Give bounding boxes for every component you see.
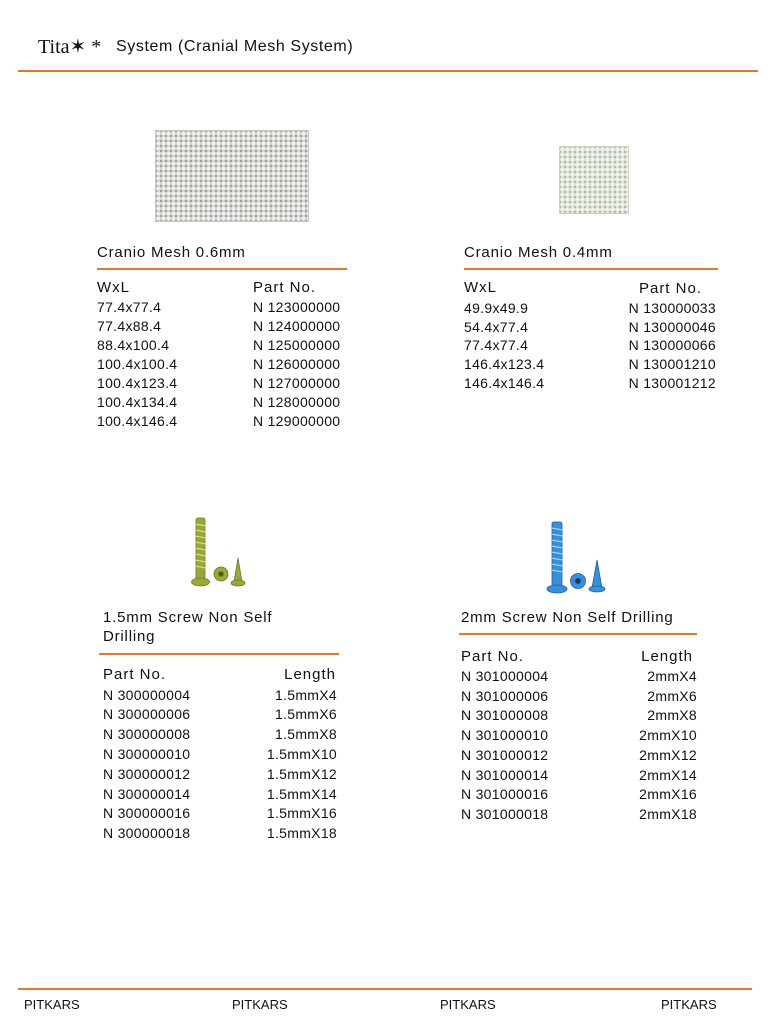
table-row: N 129000000 [253,413,341,429]
table-row: N 301000014 [461,767,549,783]
table-row: 2mmX12 [639,747,697,763]
table-row: 1.5mmX6 [274,706,337,722]
footer-label: PITKARS [440,997,496,1012]
screw-15-divider [99,653,339,655]
screw-2-divider [459,633,697,635]
table-row: N 128000000 [253,394,341,410]
screw-2-title: 2mm Screw Non Self Drilling [461,609,674,626]
mesh-06-title: Cranio Mesh 0.6mm [97,244,246,261]
screw-15-col-part: Part No. [103,666,167,683]
table-row: 1.5mmX12 [266,766,337,782]
table-row: 77.4x77.4 [97,299,162,315]
table-row: N 301000012 [461,747,549,763]
table-row: N 130001212 [628,375,716,391]
table-row: 1.5mmX10 [266,746,337,762]
table-row: 49.9x49.9 [464,300,529,316]
mesh-06-col-part: Part No. [253,279,317,296]
table-row: 77.4x77.4 [464,337,529,353]
table-row: N 130000046 [628,319,716,335]
footer-label: PITKARS [24,997,80,1012]
screw-15-col-length: Length [284,666,336,683]
table-row: 2mmX14 [639,767,697,783]
mesh-06-col-size: WxL [97,279,130,296]
screw-15-title-line1: 1.5mm Screw Non Self [103,609,273,626]
table-row: N 300000008 [103,726,191,742]
mesh-04-col-part: Part No. [638,280,702,297]
brand-logo-text: Tita✶ * [38,36,102,58]
page-title: System (Cranial Mesh System) [116,38,354,55]
table-row: N 130000033 [628,300,716,316]
table-row: N 125000000 [253,337,341,353]
table-row: 54.4x77.4 [464,319,529,335]
table-row: 2mmX10 [639,727,697,743]
table-row: N 124000000 [253,318,341,334]
table-row: 1.5mmX16 [266,805,337,821]
table-row: N 300000012 [103,766,191,782]
table-row: 88.4x100.4 [97,337,170,353]
table-row: 100.4x134.4 [97,394,178,410]
footer-divider [18,988,752,990]
table-row: N 126000000 [253,356,341,372]
table-row: N 301000018 [461,806,549,822]
table-row: N 130001210 [628,356,716,372]
table-row: N 301000010 [461,727,549,743]
screw-2mm-image [542,518,612,596]
table-row: 100.4x100.4 [97,356,178,372]
table-row: 2mmX16 [639,786,697,802]
mesh-04-title: Cranio Mesh 0.4mm [464,244,613,261]
table-row: N 301000008 [461,707,549,723]
screw-2-col-length: Length [641,648,693,665]
table-row: 1.5mmX14 [266,786,337,802]
table-row: N 300000010 [103,746,191,762]
table-row: N 300000004 [103,687,191,703]
table-row: N 301000004 [461,668,549,684]
table-row: N 301000006 [461,688,549,704]
mesh-04-col-size: WxL [464,279,497,296]
table-row: 146.4x146.4 [464,375,545,391]
header-divider [18,70,758,72]
table-row: 1.5mmX8 [274,726,337,742]
table-row: 1.5mmX18 [266,825,337,841]
table-row: 2mmX18 [639,806,697,822]
table-row: N 130000066 [628,337,716,353]
cranio-mesh-04-image [559,146,629,214]
mesh-04-divider [464,268,718,270]
table-row: 100.4x146.4 [97,413,178,429]
table-row: 2mmX6 [647,688,697,704]
footer-label: PITKARS [661,997,717,1012]
table-row: 77.4x88.4 [97,318,162,334]
screw-2-col-part: Part No. [461,648,525,665]
table-row: N 301000016 [461,786,549,802]
table-row: N 123000000 [253,299,341,315]
table-row: 2mmX8 [647,707,697,723]
cranio-mesh-06-image [155,130,309,222]
table-row: N 300000006 [103,706,191,722]
screw-15mm-image [186,512,252,588]
mesh-06-divider [97,268,347,270]
table-row: N 300000014 [103,786,191,802]
table-row: 146.4x123.4 [464,356,545,372]
table-row: N 127000000 [253,375,341,391]
table-row: N 300000016 [103,805,191,821]
table-row: 2mmX4 [647,668,697,684]
table-row: 100.4x123.4 [97,375,178,391]
table-row: 1.5mmX4 [274,687,337,703]
table-row: N 300000018 [103,825,191,841]
screw-15-title-line2: Drilling [103,628,156,645]
footer-label: PITKARS [232,997,288,1012]
